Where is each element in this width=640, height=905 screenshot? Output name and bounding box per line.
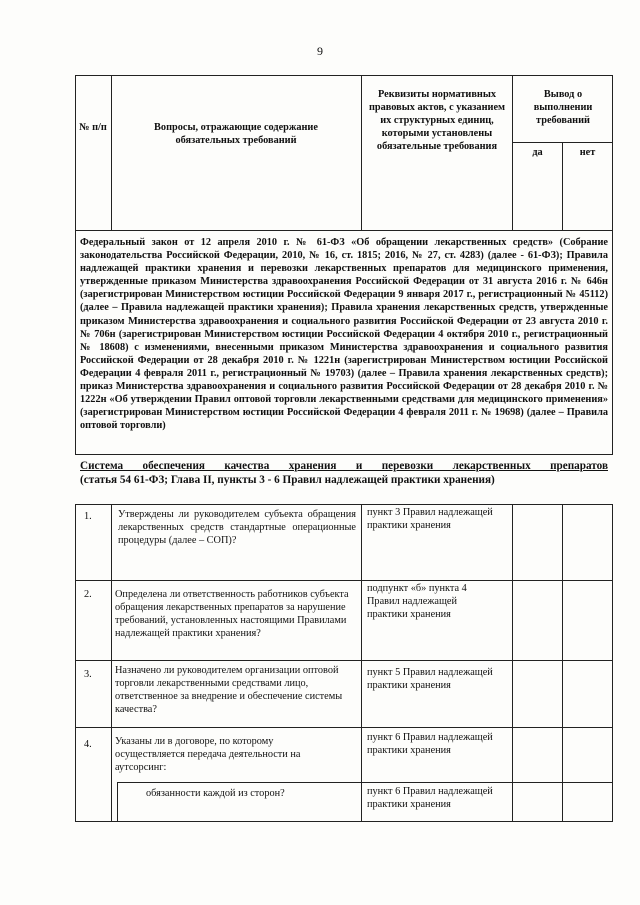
col-line-question	[361, 504, 362, 822]
row-number: 2.	[84, 589, 92, 600]
row-requisite: пункт 6 Правил надлежащей практики хранения	[367, 732, 493, 756]
col-line-requisite	[512, 504, 513, 822]
row-question: Указаны ли в договоре, по которому осуществляется передача деятельности на аутсорсинг:	[115, 736, 301, 773]
row-question: Определена ли ответственность работников субъекта обращения лекарственных препаратов за нарушение требований, установленных настоящими Правилами надлежащей практики хранения?	[115, 589, 349, 639]
header-question: Вопросы, отражающие содержание обязательных требований	[154, 122, 318, 146]
col-line-sub	[117, 782, 118, 822]
row-requisite: пункт 6 Правил надлежащей практики хранения	[367, 786, 493, 810]
section-title-line2: (статья 54 61-ФЗ; Глава II, пункты 3 - 6 Правил надлежащей практики хранения)	[80, 474, 495, 486]
row-line-3	[75, 727, 613, 728]
row-question: Утверждены ли руководителем субъекта обращения лекарственных средств стандартные операционные процедуры (далее – СОП)?	[118, 509, 356, 546]
row-number: 1.	[84, 511, 92, 522]
header-no: нет	[579, 147, 596, 158]
col-line-yes	[562, 504, 563, 822]
page-number: 9	[317, 44, 323, 58]
row-line-4	[117, 782, 613, 783]
col-line-num	[111, 504, 112, 822]
row-requisite: пункт 3 Правил надлежащей практики хранения	[367, 507, 493, 531]
row-line-1	[75, 580, 613, 581]
col-line-right	[612, 504, 613, 822]
section-title	[80, 459, 608, 487]
section-title-line1: Система обеспечения качества хранения и перевозки лекарственных препаратов	[80, 460, 608, 472]
header-divider-2	[361, 75, 362, 231]
row-question: Назначено ли руководителем организации оптовой торговли лекарственными средствами лицо, ответственное за внедрение и обеспечение системы качества?	[115, 665, 343, 715]
header-requisites: Реквизиты нормативных правовых актов, с указанием их структурных единиц, которыми установлены обязательные требования	[368, 89, 506, 152]
row-requisite: подпункт «б» пункта 4 Правил надлежащей практики хранения	[367, 583, 467, 620]
row-question: обязанности каждой из сторон?	[146, 788, 285, 799]
header-divider-1	[111, 75, 112, 231]
row-line-5	[75, 821, 613, 822]
row-number: 3.	[84, 669, 92, 680]
row-line-0	[75, 504, 613, 505]
row-requisite: пункт 5 Правил надлежащей практики хранения	[367, 667, 493, 691]
header-yes: да	[532, 147, 543, 158]
row-line-2	[75, 660, 613, 661]
header-num: № п/п	[79, 122, 107, 133]
law-text: Федеральный закон от 12 апреля 2010 г. № 61-ФЗ «Об обращении лекарственных средств» (Собрание законодательства Российской Федерации, 2010, № 16, ст. 1815; 2016, № 27, ст. 4283) (далее - 61-ФЗ); Правила надлежащей практики хранения и перевозки лекарственных препаратов для медицинского применения, утвержденные приказом Министерства здравоохранения Российской Федерации от 31 августа 2016 г. № 646н (зарегистрирован Министерством юстиции Российской Федерации 9 января 2017 г., регистрационный № 45112) (далее – Правила надлежащей практики хранения); Правила хранения лекарственных средств, утвержденные приказом Министерства здравоохранения и социального развития Российской Федерации от 23 августа 2010 г. № 706н (зарегистрирован Министерством юстиции Российской Федерации 4 октября 2010 г., регистрационный № 18608) с изменениями, внесенными приказом Министерства здравоохранения и социального развития Российской Федерации от 28 декабря 2010 г. № 1221н (зарегистрирован Министерством юстиции Российской Федерации 4 февраля 2011 г., регистрационный № 19703) (далее – Правила хранения лекарственных средств); приказ Министерства здравоохранения и социального развития Российской Федерации от 28 декабря 2010 г. № 1222н «Об утверждении Правил оптовой торговли лекарственными средствами для медицинского применения» (зарегистрирован Министерством юстиции Российской Федерации 4 февраля 2011 г. № 19698) (далее – Правила оптовой торговли)	[80, 237, 608, 432]
col-line-left	[75, 504, 76, 822]
row-number: 4.	[84, 739, 92, 750]
header-result: Вывод о выполнении требований	[533, 89, 593, 126]
